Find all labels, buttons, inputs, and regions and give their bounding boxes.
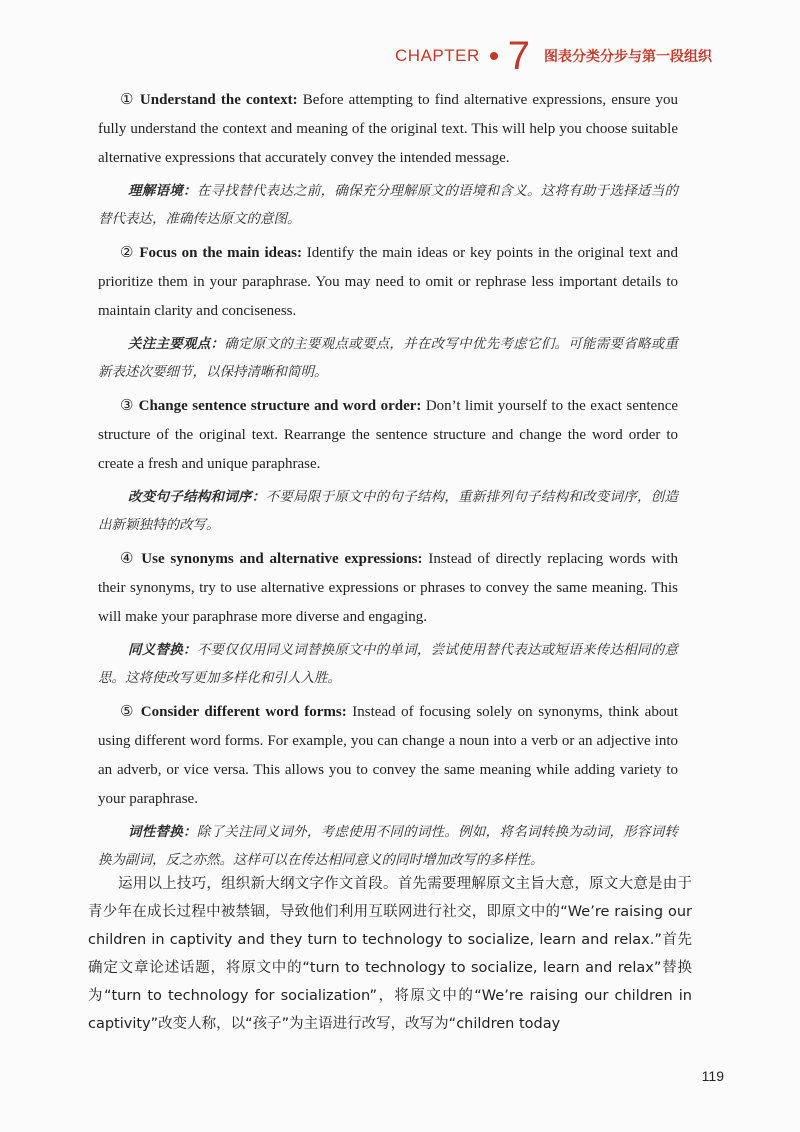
page-number: 119 xyxy=(701,1068,724,1084)
tip-marker: ③ xyxy=(120,398,135,414)
tip-1-english xyxy=(98,86,678,173)
chapter-label: CHAPTER xyxy=(395,46,480,65)
tip-text: Instead of focusing solely on synonyms, think about using different word forms. For example, you can change a noun into a verb or an adjective into an adverb, or vice versa. This allows you to convey the same meaning while adding variety to your paraphrase. xyxy=(98,704,679,807)
chapter-title: 图表分类分步与第一段组织 xyxy=(544,49,712,65)
tip-zh-heading: 改变句子结构和词序： xyxy=(128,489,266,505)
tip-zh-text: 不要局限于原文中的句子结构，重新排列句子结构和改变词序，创造出新颖独特的改写。 xyxy=(98,489,679,533)
tip-3-english xyxy=(98,392,678,479)
tip-heading: Change sentence structure and word order: xyxy=(138,398,422,414)
tip-4-english xyxy=(98,545,678,632)
tip-zh-text: 除了关注同义词外，考虑使用不同的词性。例如，将名词转换为动词，形容词转换为副词，反之亦然。这样可以在传达相同意义的同时增加改写的多样性。 xyxy=(98,824,679,868)
tip-marker: ⑤ xyxy=(120,704,136,720)
summary-paragraph: 运用以上技巧，组织新大纲文字作文首段。首先需要理解原文主旨大意，原文大意是由于青少年在成长过程中被禁锢，导致他们利用互联网进行社交，即原文中的“We’re raising our children in captivity and they turn to technology to socialize, learn and relax.”首先确定文章论述话题，将原文中的“turn to technology to socialize, learn and relax”替换为“turn to technology for socialization”，将原文中的“We’re raising our children in captivity”改变人称，以“孩子”为主语进行改写，改写为“children today xyxy=(88,876,692,1032)
tip-zh-text: 不要仅仅用同义词替换原文中的单词，尝试使用替代表达或短语来传达相同的意思。这将使改写更加多样化和引人入胜。 xyxy=(98,642,679,686)
tip-text: Identify the main ideas or key points in the original text and prioritize them in your paraphrase. You may need to omit or rephrase less important details to maintain clarity and conciseness. xyxy=(98,245,679,319)
tip-text: Instead of directly replacing words with their synonyms, try to use alternative expressions or phrases to convey the same meaning. This will make your paraphrase more diverse and engaging. xyxy=(98,551,679,625)
tip-zh-heading: 词性替换： xyxy=(128,824,197,840)
tip-2-chinese xyxy=(98,330,678,386)
tip-zh-text: 确定原文的主要观点或要点，并在改写中优先考虑它们。可能需要省略或重新表述次要细节，以保持清晰和简明。 xyxy=(98,336,679,380)
tip-1-chinese xyxy=(98,177,678,233)
tip-marker: ② xyxy=(120,245,135,261)
tip-heading: Use synonyms and alternative expressions: xyxy=(141,551,423,567)
tip-zh-text: 在寻找替代表达之前，确保充分理解原文的语境和含义。这将有助于选择适当的替代表达，准确传达原文的意图。 xyxy=(98,183,679,227)
tip-marker: ① xyxy=(120,92,135,108)
tip-heading: Consider different word forms: xyxy=(140,704,347,720)
tip-5-chinese xyxy=(98,818,678,874)
tip-5-english xyxy=(98,698,678,814)
chapter-number: 7 xyxy=(507,34,530,78)
tip-3-chinese xyxy=(98,483,678,539)
tip-zh-heading: 同义替换： xyxy=(128,642,197,658)
tip-heading: Understand the context: xyxy=(139,92,298,108)
tip-marker: ④ xyxy=(120,551,136,567)
tip-text: Before attempting to find alternative expressions, ensure you fully understand the context and meaning of the original text. This will help you choose suitable alternative expressions that accurately convey the intended message. xyxy=(98,92,678,166)
bullet-dot-icon xyxy=(490,52,498,60)
tip-zh-heading: 理解语境： xyxy=(128,183,197,199)
tip-heading: Focus on the main ideas: xyxy=(139,245,302,261)
chapter-header xyxy=(395,34,712,78)
tip-4-chinese xyxy=(98,636,678,692)
tips-list xyxy=(98,86,678,880)
tip-zh-heading: 关注主要观点： xyxy=(128,336,225,352)
tip-text: Don’t limit yourself to the exact sentence structure of the original text. Rearrange the sentence structure and change the word order to create a fresh and unique paraphrase. xyxy=(98,398,679,472)
tip-2-english xyxy=(98,239,678,326)
